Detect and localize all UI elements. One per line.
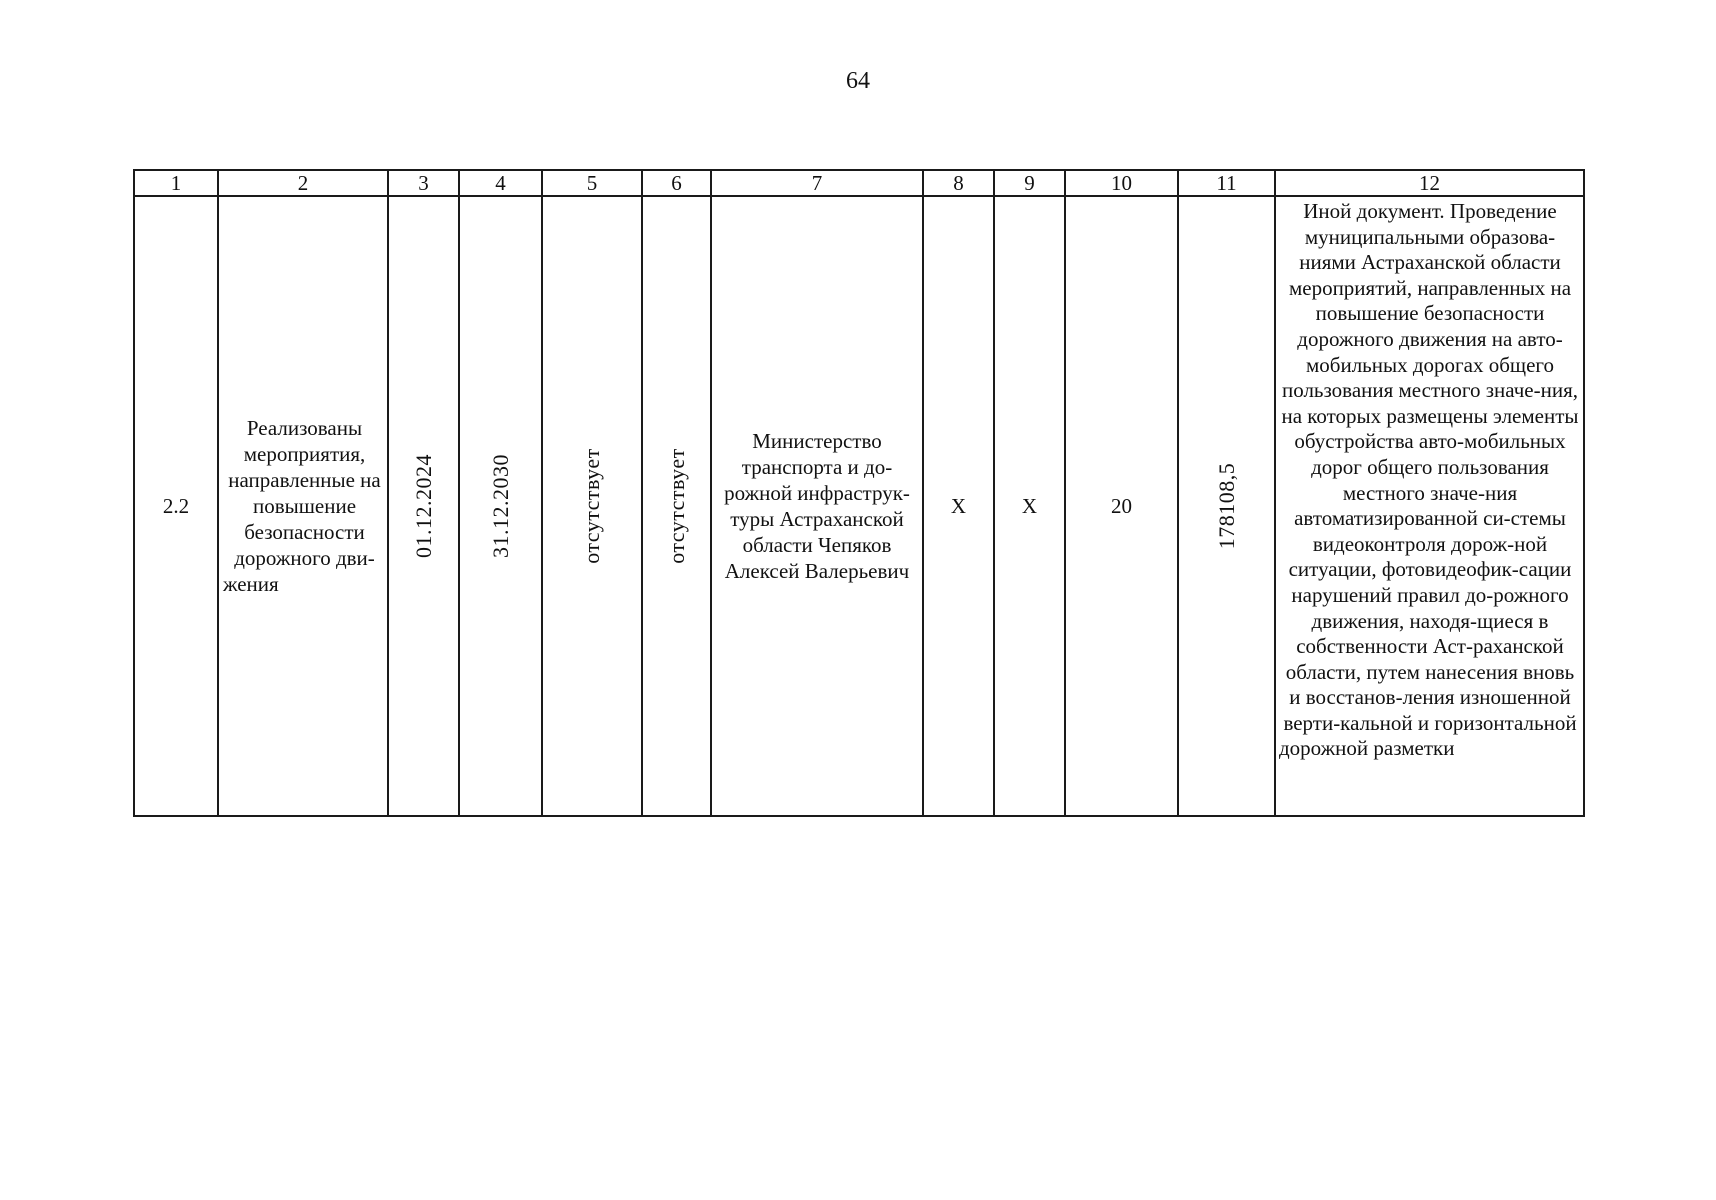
header-cell-10: 10 [1065, 170, 1178, 196]
header-cell-1: 1 [134, 170, 218, 196]
column-8-mark: X [923, 196, 994, 816]
header-cell-6: 6 [642, 170, 711, 196]
column-10-value: 20 [1065, 196, 1178, 816]
item-number: 2.2 [134, 196, 218, 816]
column-5-cell [542, 196, 642, 816]
header-cell-3: 3 [388, 170, 459, 196]
header-cell-2: 2 [218, 170, 388, 196]
header-cell-11: 11 [1178, 170, 1275, 196]
column-6-value: отсутствует [663, 448, 689, 564]
header-row [134, 170, 1584, 196]
column-6-cell [642, 196, 711, 816]
amount-cell [1178, 196, 1275, 816]
column-9-mark: X [994, 196, 1065, 816]
header-cell-8: 8 [923, 170, 994, 196]
table-row [134, 196, 1584, 816]
start-date-cell [388, 196, 459, 816]
data-table [133, 169, 1585, 817]
responsible-executor: Министерство транспорта и до-рожной инфраструк-туры Астраханской области Чепяков Алексей Валерьевич [711, 196, 923, 816]
start-date: 01.12.2024 [410, 454, 436, 558]
amount-value: 178108,5 [1213, 462, 1239, 550]
end-date-cell [459, 196, 542, 816]
end-date: 31.12.2030 [487, 454, 513, 558]
header-cell-9: 9 [994, 170, 1065, 196]
column-5-value: отсутствует [579, 448, 604, 564]
document-description: Иной документ. Проведение муниципальными образова-ниями Астраханской области мероприятий, направленных на повышение безопасности дорожного движения на авто-мобильных дорогах общего пользования местного значе-ния, на которых размещены элементы обустройства авто-мобильных дорог общего пользования местного значе-ния автоматизированной си-стемы видеоконтроля дорож-ной ситуации, фотовидеофик-сации нарушений правил до-рожного движения, находя-щиеся в собственности Аст-раханской области, путем нанесения вновь и восстанов-ления изношенной верти-кальной и горизонтальной дорожной разметки [1275, 196, 1584, 816]
header-cell-12: 12 [1275, 170, 1584, 196]
header-cell-7: 7 [711, 170, 923, 196]
result-description: Реализованы мероприятия, направленные на повышение безопасности дорожного дви-жения [218, 196, 388, 816]
header-cell-4: 4 [459, 170, 542, 196]
header-cell-5: 5 [542, 170, 642, 196]
page-number: 64 [846, 68, 870, 94]
